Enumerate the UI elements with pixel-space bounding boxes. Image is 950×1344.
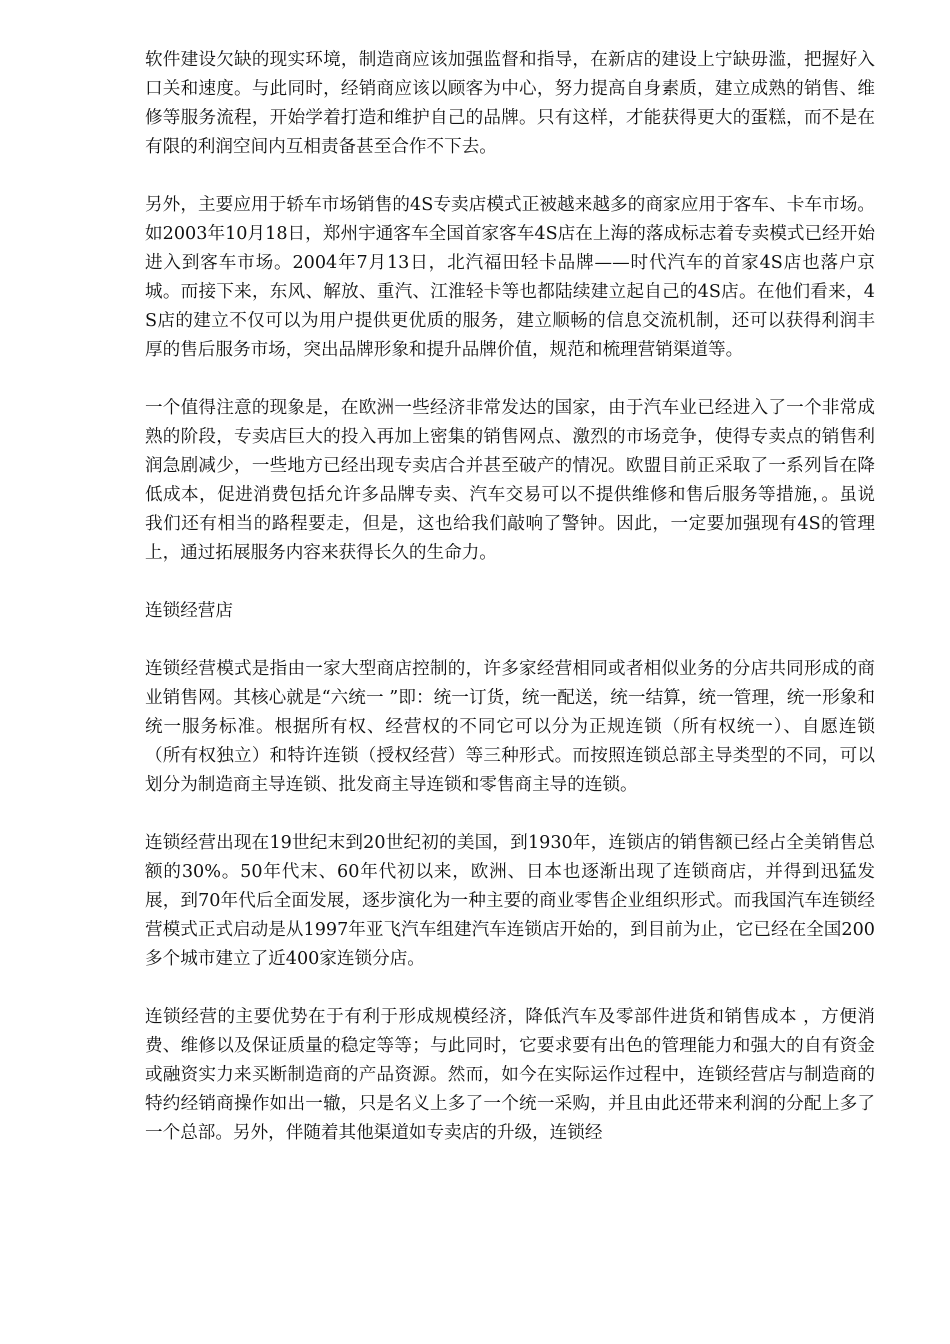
paragraph-4s-commercial-vehicles: 另外，主要应用于轿车市场销售的4S专卖店模式正被越来越多的商家应用于客车、卡车市场。如2003年10月18日，郑州宇通客车全国首家客车4S店在上海的落成标志着专卖模式已经开始进入到客车市场。2004年7月13日，北汽福田轻卡品牌——时代汽车的首家4S店也落户京城。而接下来，东风、解放、重汽、江淮轻卡等也都陆续建立起自己的4S店。在他们看来，4S店的建立不仅可以为用户提供更优质的服务，建立顺畅的信息交流机制，还可以获得利润丰厚的售后服务市场，突出品牌形象和提升品牌价值，规范和梳理营销渠道等。 <box>145 195 875 360</box>
paragraph-chain-definition: 连锁经营模式是指由一家大型商店控制的，许多家经营相同或者相似业务的分店共同形成的商业销售网。其核心就是“六统一 ”即：统一订货，统一配送，统一结算，统一管理，统一形象和统一服务标准。根据所有权、经营权的不同它可以分为正规连锁（所有权统一）、自愿连锁（所有权独立）和特许连锁（授权经营）等三种形式。而按照连锁总部主导类型的不同，可以划分为制造商主导连锁、批发商主导连锁和零售商主导的连锁。 <box>145 659 875 795</box>
paragraph-europe-warning: 一个值得注意的现象是，在欧洲一些经济非常发达的国家，由于汽车业已经进入了一个非常成熟的阶段，专卖店巨大的投入再加上密集的销售网点、激烈的市场竞争，使得专卖点的销售利润急剧减少，一些地方已经出现专卖店合并甚至破产的情况。欧盟目前正采取了一系列旨在降低成本，促进消费包括允许多品牌专卖、汽车交易可以不提供维修和售后服务等措施，。虽说我们还有相当的路程要走，但是，这也给我们敲响了警钟。因此，一定要加强现有4S的管理上，通过拓展服务内容来获得长久的生命力。 <box>145 398 875 563</box>
paragraph-dealer-quality: 软件建设欠缺的现实环境，制造商应该加强监督和指导，在新店的建设上宁缺毋滥，把握好入口关和速度。与此同时，经销商应该以顾客为中心，努力提高自身素质，建立成熟的销售、维修等服务流程，开始学着打造和维护自己的品牌。只有这样，才能获得更大的蛋糕，而不是在有限的利润空间内互相责备甚至合作不下去。 <box>145 50 875 157</box>
paragraph-chain-advantages: 连锁经营的主要优势在于有利于形成规模经济，降低汽车及零部件进货和销售成本 ，方便消费、维修以及保证质量的稳定等等；与此同时，它要求要有出色的管理能力和强大的自有资金或融资实力来买断制造商的产品资源。然而，如今在实际运作过程中，连锁经营店与制造商的特约经销商操作如出一辙，只是名义上多了一个统一采购，并且由此还带来利润的分配上多了一个总部。另外，伴随着其他渠道如专卖店的升级，连锁经 <box>145 1007 875 1143</box>
paragraph-chain-history: 连锁经营出现在19世纪末到20世纪初的美国，到1930年，连锁店的销售额已经占全美销售总额的30%。50年代末、60年代初以来，欧洲、日本也逐渐出现了连锁商店，并得到迅猛发展，到70年代后全面发展，逐步演化为一种主要的商业零售企业组织形式。而我国汽车连锁经营模式正式启动是从1997年亚飞汽车组建汽车连锁店开始的，到目前为止，它已经在全国200多个城市建立了近400家连锁分店。 <box>145 833 875 969</box>
document-page <box>145 46 875 1177</box>
section-heading: 连锁经营店 <box>145 601 233 621</box>
